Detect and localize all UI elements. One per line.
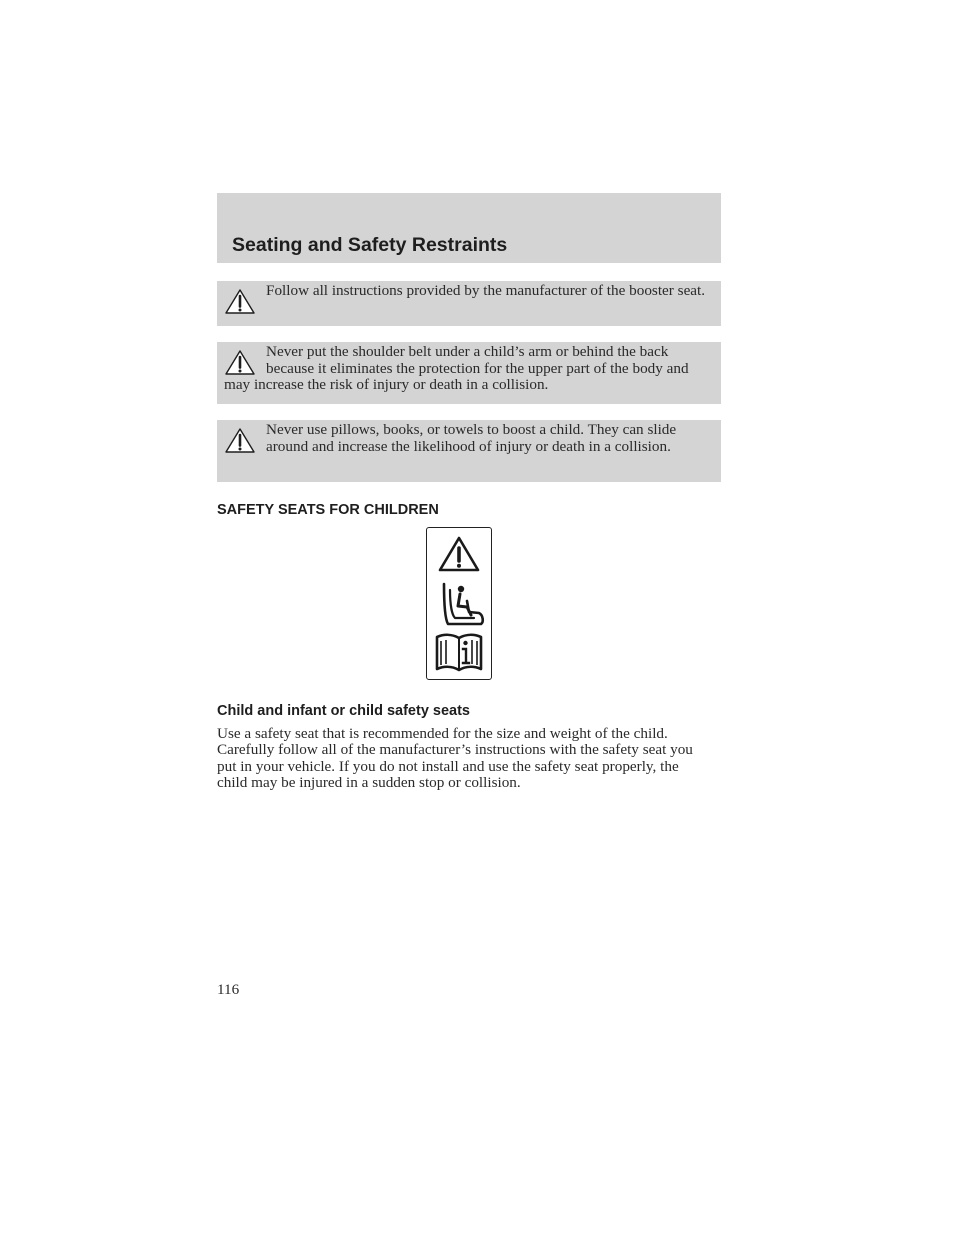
warning-text: Never put the shoulder belt under a child’s arm or behind the back because it eliminates the protection for the upper part of the body and may increase the risk of injury or death in a collision. <box>224 343 689 394</box>
owner-manual-info-icon <box>427 631 491 676</box>
warning-triangle-icon <box>224 288 256 315</box>
section-title: Seating and Safety Restraints <box>232 234 508 256</box>
warning-box <box>217 420 721 482</box>
warning-text: Follow all instructions provided by the manufacturer of the booster seat. <box>266 282 706 299</box>
warning-text: Never use pillows, books, or towels to boost a child. They can slide around and increase the likelihood of injury or death in a collision. <box>266 421 677 455</box>
child-seat-icon <box>427 579 491 629</box>
warning-triangle-icon <box>427 534 491 574</box>
warning-box <box>217 342 721 404</box>
body-paragraph: Use a safety seat that is recommended for the size and weight of the child. Carefully follow all of the manufacturer’s instructions with the safety seat you put in your vehicle. If you do not install and use the safety seat properly, the child may be injured in a sudden stop or collision. <box>217 725 693 792</box>
page-number: 116 <box>217 981 240 998</box>
warning-triangle-icon <box>224 427 256 454</box>
subsection-heading: Child and infant or child safety seats <box>217 703 470 719</box>
warning-triangle-icon <box>224 349 256 376</box>
warning-box <box>217 281 721 326</box>
section-header-band <box>217 193 721 263</box>
safety-symbols-panel <box>426 527 492 680</box>
section-heading: SAFETY SEATS FOR CHILDREN <box>217 502 439 518</box>
